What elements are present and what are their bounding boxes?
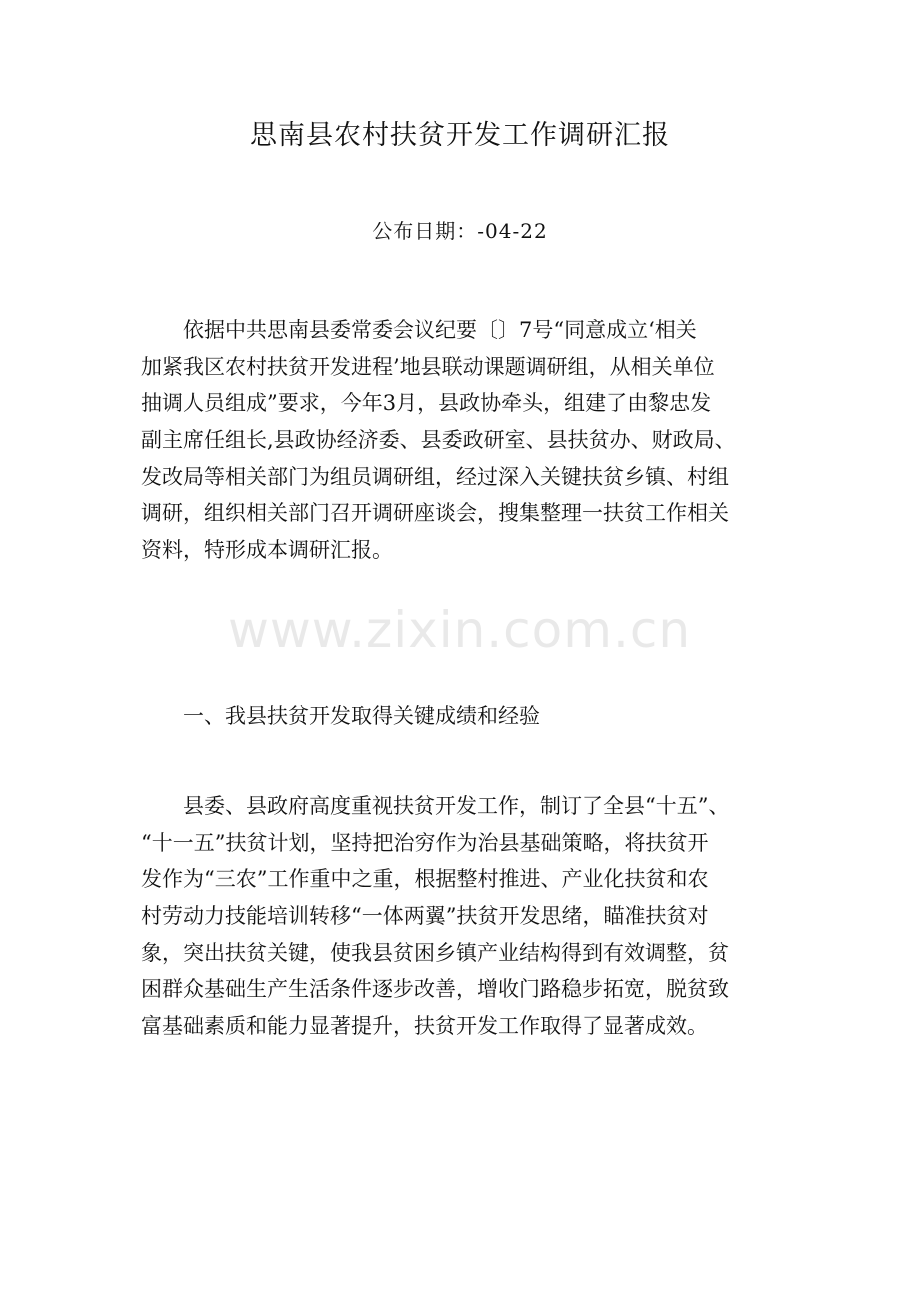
document-title: 思南县农村扶贫开发工作调研汇报 (250, 120, 670, 151)
paragraph-intro (141, 312, 785, 569)
paragraph-line: 县委、县政府高度重视扶贫开发工作，制订了全县“十五”、 (183, 794, 730, 818)
watermark: www.zixin.com.cn (228, 601, 692, 659)
paragraph-achievements (141, 788, 785, 1045)
paragraph-line: 村劳动力技能培训转移“一体两翼”扶贫开发思绪，瞄准扶贫对 (141, 904, 709, 929)
paragraph-line: 资料，特形成本调研汇报。 (141, 538, 393, 563)
paragraph-line: 加紧我区农村扶贫开发进程’地县联动课题调研组，从相关单位 (141, 354, 715, 379)
publish-date: 公布日期：-04-22 (372, 219, 548, 243)
paragraph-line: 抽调人员组成”要求，今年3月，县政协牵头，组建了由黎忠发 (141, 391, 712, 416)
paragraph-line: “十一五”扶贫计划，坚持把治穷作为治县基础策略，将扶贫开 (141, 830, 709, 855)
section-heading: 一、我县扶贫开发取得关键成绩和经验 (183, 704, 540, 728)
paragraph-line: 象，突出扶贫关键，使我县贫困乡镇产业结构得到有效调整，贫 (141, 940, 729, 965)
paragraph-line: 依据中共思南县委常委会议纪要〔〕7号“同意成立‘相关 (183, 318, 697, 342)
paragraph-line: 副主席任组长,县政协经济委、县委政研室、县扶贫办、财政局、 (141, 428, 736, 453)
paragraph-line: 调研，组织相关部门召开调研座谈会，搜集整理一扶贫工作相关 (141, 501, 729, 526)
paragraph-line: 发作为“三农”工作重中之重，根据整村推进、产业化扶贫和农 (141, 867, 709, 892)
paragraph-line: 困群众基础生产生活条件逐步改善，增收门路稳步拓宽，脱贫致 (141, 977, 729, 1002)
paragraph-line: 富基础素质和能力显著提升，扶贫开发工作取得了显著成效。 (141, 1014, 708, 1039)
paragraph-line: 发改局等相关部门为组员调研组，经过深入关键扶贫乡镇、村组 (141, 464, 729, 489)
